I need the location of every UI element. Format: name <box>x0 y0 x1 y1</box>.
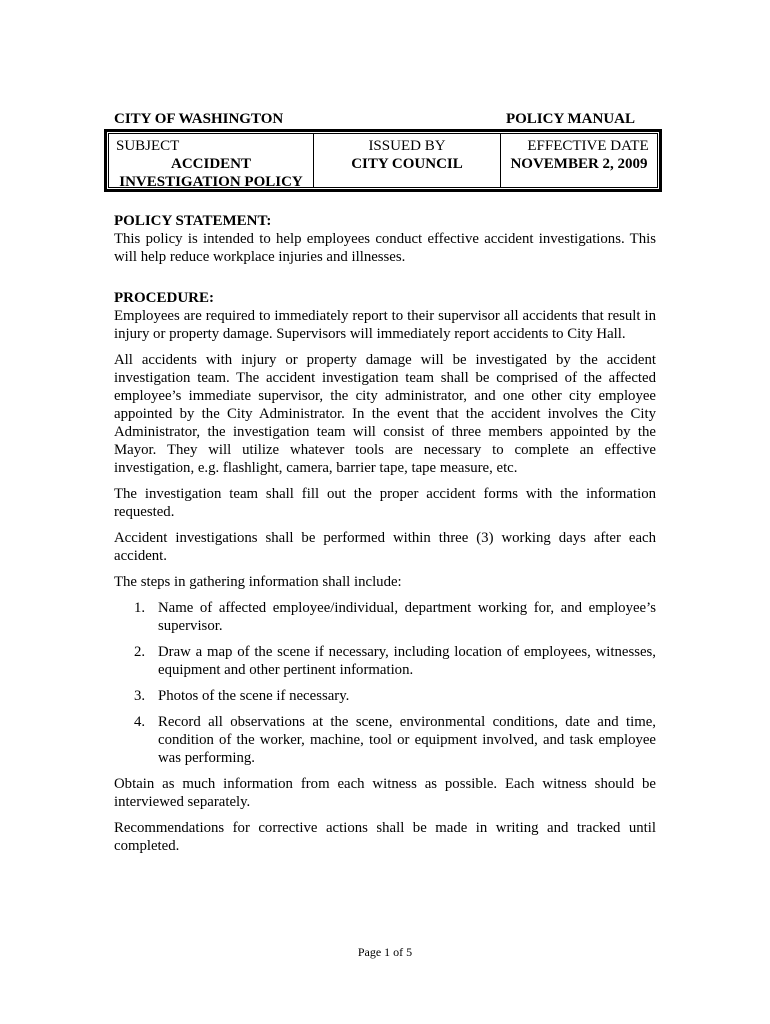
list-item <box>114 599 656 635</box>
list-item <box>114 643 656 679</box>
procedure-paragraph-7: Recommendations for corrective actions shall be made in writing and tracked until completed. <box>114 820 656 854</box>
page-number: Page 1 of 5 <box>357 945 413 959</box>
list-item-number: 3. <box>134 688 146 704</box>
organization-name: CITY OF WASHINGTON <box>114 111 284 127</box>
list-item-text: Draw a map of the scene if necessary, including location of employees, witnesses, equipment and other pertinent information. <box>158 644 656 678</box>
policy-statement-text: This policy is intended to help employees conduct effective accident investigations. This will help reduce workplace injuries and illnesses. <box>114 231 656 265</box>
effective-date-cell <box>501 134 657 187</box>
procedure-paragraph-4: Accident investigations shall be performed within three (3) working days after each accident. <box>114 530 656 564</box>
list-item <box>114 713 656 767</box>
subject-cell <box>109 134 314 190</box>
issued-by-cell <box>314 134 501 187</box>
procedure-paragraph-1: Employees are required to immediately report to their supervisor all accidents that result in injury or property damage. Supervisors will immediately report accidents to City Hall. <box>114 308 656 342</box>
document-body <box>114 212 656 863</box>
subject-value-line1: ACCIDENT <box>170 156 251 172</box>
list-item-number: 4. <box>134 714 146 730</box>
information-steps-list <box>114 599 656 767</box>
list-item-number: 1. <box>134 600 146 616</box>
procedure-paragraph-5: The steps in gathering information shall include: <box>114 574 402 590</box>
issued-by-label: ISSUED BY <box>368 138 446 154</box>
policy-info-table <box>104 129 662 192</box>
policy-statement-section <box>114 212 656 266</box>
manual-title: POLICY MANUAL <box>505 111 635 127</box>
list-item-text: Name of affected employee/individual, department working for, and employee’s supervisor. <box>158 600 656 634</box>
issued-by-value: CITY COUNCIL <box>351 156 463 172</box>
procedure-paragraph-2: All accidents with injury or property damage will be investigated by the accident investigation team. The accident investigation team shall be comprised of the affected employee’s immediate supervisor, the city administrator, and one other city employee appointed by the City Administrator. In the event that the accident involves the City Administrator, the investigation team will consist of three members appointed by the Mayor. They will utilize whatever tools are necessary to complete an effective investigation, e.g. flashlight, camera, barrier tape, tape measure, etc. <box>114 352 656 476</box>
list-item-number: 2. <box>134 644 146 660</box>
list-item <box>114 687 656 705</box>
effective-date-label: EFFECTIVE DATE <box>527 138 649 154</box>
policy-statement-heading: POLICY STATEMENT: <box>114 213 272 229</box>
procedure-section <box>114 289 656 855</box>
subject-label: SUBJECT <box>116 138 180 154</box>
list-item-text: Record all observations at the scene, environmental conditions, date and time, condition of the worker, machine, tool or equipment involved, and task employee was performing. <box>158 714 656 766</box>
effective-date-value: NOVEMBER 2, 2009 <box>510 156 648 172</box>
procedure-paragraph-3: The investigation team shall fill out the proper accident forms with the information requested. <box>114 486 656 520</box>
list-item-text: Photos of the scene if necessary. <box>158 688 350 704</box>
procedure-heading: PROCEDURE: <box>114 290 214 306</box>
procedure-paragraph-6: Obtain as much information from each witness as possible. Each witness should be interviewed separately. <box>114 776 656 810</box>
subject-value-line2: INVESTIGATION POLICY <box>119 174 303 190</box>
